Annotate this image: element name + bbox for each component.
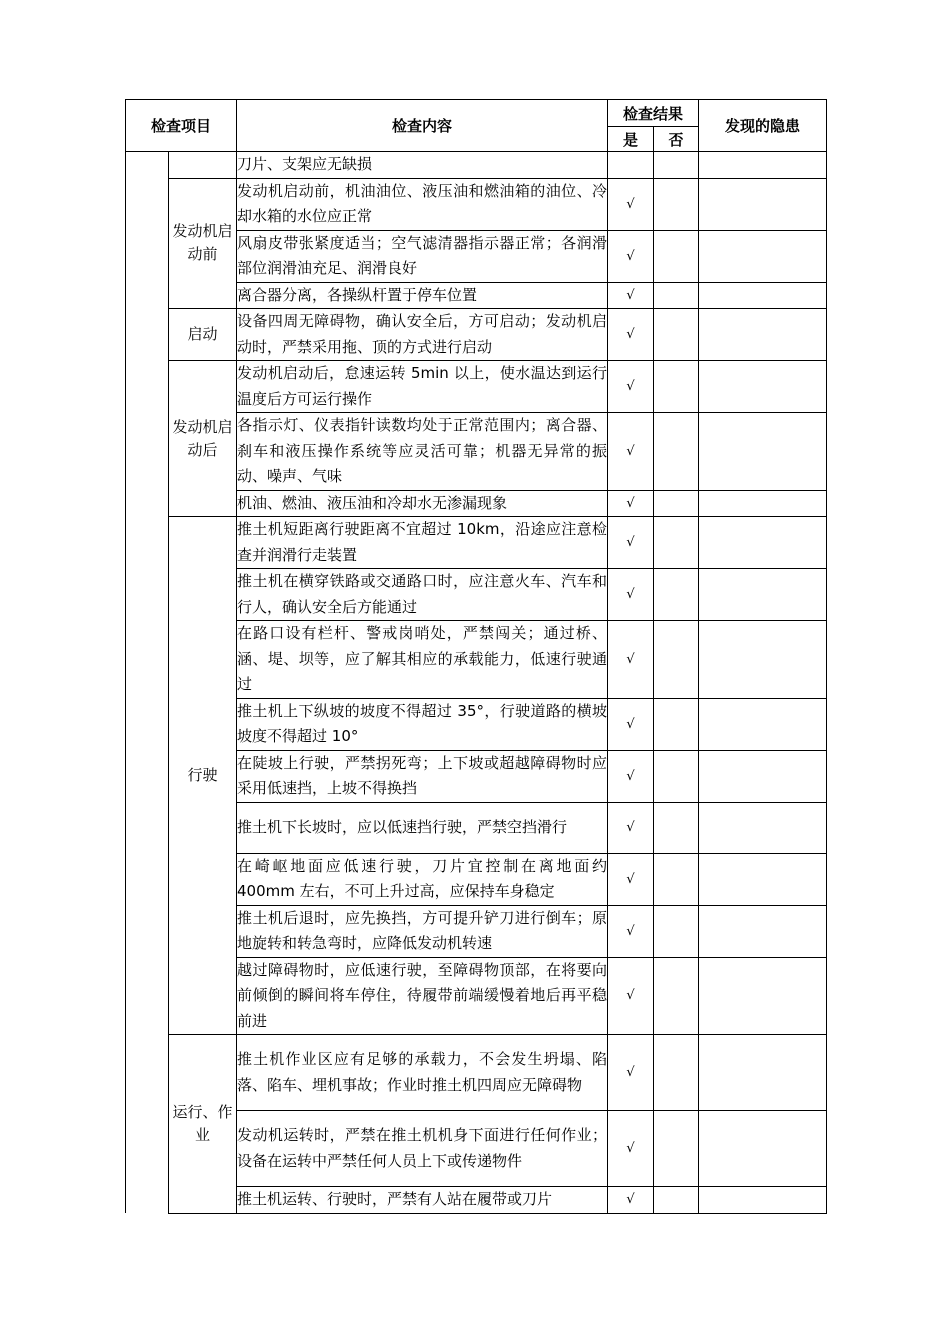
hazard-cell [699,802,827,853]
content-cell: 发动机启动后，怠速运转 5min 以上，使水温达到运行温度后方可运行操作 [237,361,608,413]
header-item: 检查项目 [126,100,237,152]
content-cell: 推土机在横穿铁路或交通路口时，应注意火车、汽车和行人，确认安全后方能通过 [237,569,608,621]
result-no-cell [654,178,699,230]
hazard-cell [699,1187,827,1214]
content-cell: 推土机短距离行驶距离不宜超过 10km，沿途应注意检查并润滑行走装置 [237,517,608,569]
header-result: 检查结果 [608,100,699,127]
content-cell: 推土机运转、行驶时，严禁有人站在履带或刀片 [237,1187,608,1214]
result-yes-cell: √ [608,750,654,802]
table-row [126,152,827,179]
content-cell: 刀片、支架应无缺损 [237,152,608,179]
result-no-cell [654,802,699,853]
result-no-cell [654,569,699,621]
result-no-cell [654,282,699,309]
content-cell: 推土机作业区应有足够的承载力，不会发生坍塌、陷落、陷车、埋机事故；作业时推土机四周应无障碍物 [237,1035,608,1111]
result-yes-cell: √ [608,957,654,1035]
result-no-cell [654,152,699,179]
content-cell: 离合器分离，各操纵杆置于停车位置 [237,282,608,309]
content-cell: 推土机下长坡时，应以低速挡行驶，严禁空挡滑行 [237,802,608,853]
result-yes-cell: √ [608,309,654,361]
hazard-cell [699,1111,827,1187]
header-content: 检查内容 [237,100,608,152]
result-yes-cell: √ [608,361,654,413]
result-yes-cell: √ [608,1035,654,1111]
result-yes-cell [608,152,654,179]
result-no-cell [654,309,699,361]
inspection-table [125,99,827,1214]
result-no-cell [654,1035,699,1111]
result-no-cell [654,621,699,699]
result-yes-cell: √ [608,905,654,957]
category-cell: 发动机启动后 [169,361,237,517]
hazard-cell [699,750,827,802]
hazard-cell [699,1035,827,1111]
table-row [126,309,827,361]
category-cell: 启动 [169,309,237,361]
result-yes-cell: √ [608,698,654,750]
content-cell: 各指示灯、仪表指针读数均处于正常范围内；离合器、刹车和液压操作系统等应灵活可靠；机器无异常的振动、噪声、气味 [237,413,608,491]
header-no: 否 [654,127,699,152]
table-row [126,517,827,569]
category-cell: 运行、作业 [169,1035,237,1214]
content-cell: 推土机后退时，应先换挡，方可提升铲刀进行倒车；原地旋转和转急弯时，应降低发动机转速 [237,905,608,957]
content-cell: 发动机运转时，严禁在推土机机身下面进行任何作业；设备在运转中严禁任何人员上下或传递物件 [237,1111,608,1187]
result-yes-cell: √ [608,853,654,905]
header-hazard: 发现的隐患 [699,100,827,152]
hazard-cell [699,517,827,569]
table-row [126,178,827,230]
content-cell: 越过障碍物时，应低速行驶，至障碍物顶部，在将要向前倾倒的瞬间将车停住，待履带前端缓慢着地后再平稳前进 [237,957,608,1035]
indent-cell [126,152,169,1214]
category-cell: 行驶 [169,517,237,1035]
result-no-cell [654,517,699,569]
result-no-cell [654,853,699,905]
hazard-cell [699,905,827,957]
hazard-cell [699,490,827,517]
hazard-cell [699,152,827,179]
table-row [126,361,827,413]
hazard-cell [699,853,827,905]
result-no-cell [654,1111,699,1187]
hazard-cell [699,698,827,750]
result-yes-cell: √ [608,1111,654,1187]
result-yes-cell: √ [608,621,654,699]
hazard-cell [699,569,827,621]
result-yes-cell: √ [608,230,654,282]
result-yes-cell: √ [608,1187,654,1214]
result-no-cell [654,490,699,517]
content-cell: 发动机启动前，机油油位、液压油和燃油箱的油位、冷却水箱的水位应正常 [237,178,608,230]
result-no-cell [654,361,699,413]
result-yes-cell: √ [608,517,654,569]
hazard-cell [699,282,827,309]
content-cell: 推土机上下纵坡的坡度不得超过 35°，行驶道路的横坡坡度不得超过 10° [237,698,608,750]
category-cell: 发动机启动前 [169,178,237,309]
result-yes-cell: √ [608,413,654,491]
result-yes-cell: √ [608,569,654,621]
result-no-cell [654,413,699,491]
table-body [126,152,827,1214]
result-no-cell [654,1187,699,1214]
result-yes-cell: √ [608,282,654,309]
result-no-cell [654,750,699,802]
content-cell: 机油、燃油、液压油和冷却水无渗漏现象 [237,490,608,517]
result-no-cell [654,957,699,1035]
hazard-cell [699,361,827,413]
table-header [126,100,827,152]
content-cell: 在陡坡上行驶，严禁拐死弯；上下坡或超越障碍物时应采用低速挡，上坡不得换挡 [237,750,608,802]
content-cell: 在路口设有栏杆、警戒岗哨处，严禁闯关；通过桥、涵、堤、坝等，应了解其相应的承载能力，低速行驶通过 [237,621,608,699]
hazard-cell [699,230,827,282]
hazard-cell [699,957,827,1035]
header-yes: 是 [608,127,654,152]
result-no-cell [654,905,699,957]
category-cell [169,152,237,179]
content-cell: 风扇皮带张紧度适当；空气滤清器指示器正常；各润滑部位润滑油充足、润滑良好 [237,230,608,282]
content-cell: 设备四周无障碍物，确认安全后，方可启动；发动机启动时，严禁采用拖、顶的方式进行启动 [237,309,608,361]
result-no-cell [654,698,699,750]
hazard-cell [699,621,827,699]
result-no-cell [654,230,699,282]
hazard-cell [699,309,827,361]
content-cell: 在崎岖地面应低速行驶，刀片宜控制在离地面约 400mm 左右，不可上升过高，应保持车身稳定 [237,853,608,905]
table-row [126,1035,827,1111]
result-yes-cell: √ [608,802,654,853]
hazard-cell [699,178,827,230]
result-yes-cell: √ [608,490,654,517]
hazard-cell [699,413,827,491]
result-yes-cell: √ [608,178,654,230]
